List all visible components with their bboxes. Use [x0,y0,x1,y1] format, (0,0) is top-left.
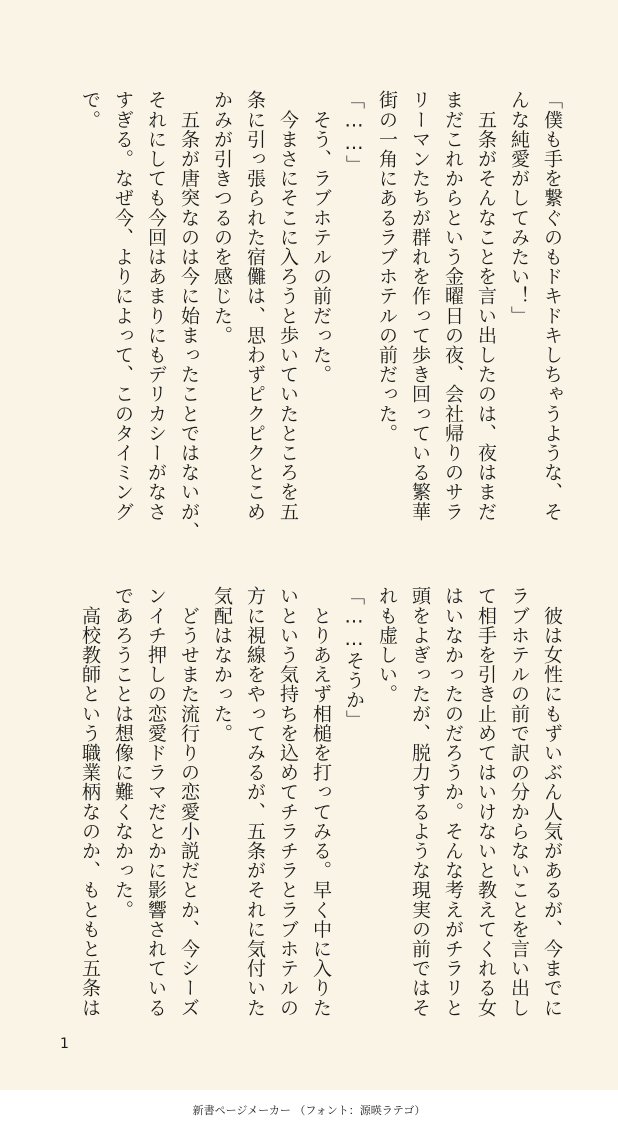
text-block-bottom: 彼は女性にもずいぶん人気があるが、今までに ラブホテルの前で訳の分からないことを言い出し て相手を引き止めてはいけないと教えてくれる女 はいなかったのだろうか。そんな考えがチラリと 頭をよぎったが、脱力するような現実の前ではそ れも虚しい。 「……そうか」 とりあえず相槌を打ってみる。早く中に入りた いという気持ちを込めてチラチラとラブホテルの 方に視線をやってみるが、五条がそれに気付いた 気配はなかった。 どうせまた流行りの恋愛小説だとか、今シーズ ンイチ押しの恋愛ドラマだとかに影響されている であろうことは想像に難くなかった。 高校教師という職業柄なのか、もともと五条は [79,586,563,1018]
page-number: 1 [60,1036,69,1052]
footer-credit: 新書ページメーカー （フォント：源暎ラテゴ） [0,1090,618,1132]
text-block-top: 「僕も手を繋ぐのもドキドキしちゃうような、そ んな純愛がしてみたい！」 五条がそんなことを言い出したのは、夜はまだ まだこれからという金曜日の夜、会社帰りのサラ リーマンたちが群れを作って歩き回っている繁華 街の一角にあるラブホテルの前だった。 「……」 そう、ラブホテルの前だった。 今まさにそこに入ろうと歩いていたところを五 条に引っ張られた宿儺は、思わずピクピクとこめ かみが引きつるのを感じた。 五条が唐突なのは今に始まったことではないが、 それにしても今回はあまりにもデリカシーがなさ すぎる。なぜ今、よりによって、このタイミング で。 [79,90,563,541]
